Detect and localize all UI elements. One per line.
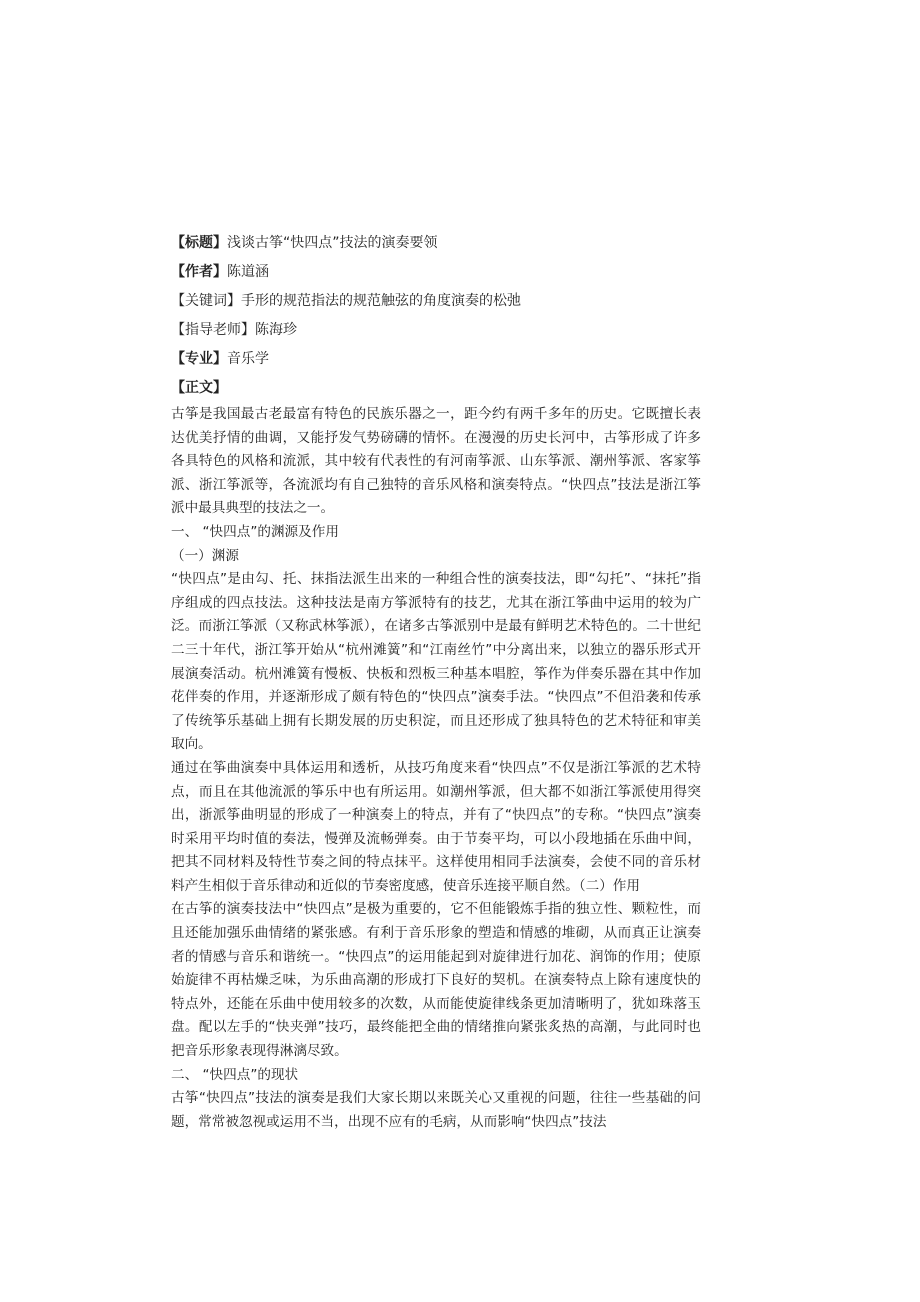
author-label: 【作者】 xyxy=(171,264,227,280)
advisor-value: 陈海珍 xyxy=(255,322,297,338)
body-heading-line xyxy=(171,374,701,403)
advisor-line xyxy=(171,316,701,345)
advisor-label: 【指导老师】 xyxy=(171,322,255,338)
document-page xyxy=(171,229,701,1134)
major-line xyxy=(171,345,701,374)
keywords-value: 手形的规范指法的规范触弦的角度演奏的松弛 xyxy=(241,293,521,309)
paragraph-function: 在古筝的演奏技法中“快四点”是极为重要的，它不但能锻炼手指的独立性、颗粒性，而且还能加强乐曲情绪的紧张感。有利于音乐形象的塑造和情感的堆砌，从而真正让演奏者的情感与音乐和谐统一。“快四点”的运用能起到对旋律进行加花、润饰的作用；使原始旋律不再枯燥乏味，为乐曲高潮的形成打下良好的契机。在演奏特点上除有速度快的特点外，还能在乐曲中使用较多的次数，从而能使旋律线条更加清晰明了，犹如珠落玉盘。配以左手的“快夹弹”技巧，最终能把全曲的情绪推向紧张炙热的高潮，与此同时也把音乐形象表现得淋漓尽致。 xyxy=(171,901,701,1060)
keywords-label: 【关键词】 xyxy=(171,293,241,309)
title-line xyxy=(171,229,701,258)
keywords-line xyxy=(171,287,701,316)
subsection-heading-origin: （一）渊源 xyxy=(171,547,239,564)
author-value: 陈道涵 xyxy=(227,264,269,280)
paragraph-analysis: 通过在筝曲演奏中具体运用和透析，从技巧角度来看“快四点”不仅是浙江筝派的艺术特点，而且在其他流派的筝乐中也有所运用。如潮州筝派，但大都不如浙江筝派使用得突出，浙派筝曲明显的形成了一种演奏上的特点，并有了“快四点”的专称。“快四点”演奏时采用平均时值的奏法，慢弹及流畅弹奏。由于节奏平均，可以小段地插在乐曲中间，把其不同材料及特性节奏之间的特点抹平。这样使用相同手法演奏，会使不同的音乐材料产生相似于音乐律动和近似的节奏密度感，使音乐连接平顺自然。（二）作用 xyxy=(171,759,701,894)
major-value: 音乐学 xyxy=(227,351,269,367)
author-line xyxy=(171,258,701,287)
body-label: 【正文】 xyxy=(171,380,227,396)
title-value: 浅谈古筝“快四点”技法的演奏要领 xyxy=(227,235,438,251)
title-label: 【标题】 xyxy=(171,235,227,251)
section-heading-1: 一、 “快四点”的渊源及作用 xyxy=(171,523,339,540)
section-heading-2: 二、 “快四点”的现状 xyxy=(171,1066,299,1083)
major-label: 【专业】 xyxy=(171,351,227,367)
paragraph-intro: 古筝是我国最古老最富有特色的民族乐器之一，距今约有两千多年的历史。它既擅长表达优美抒情的曲调，又能抒发气势磅礴的情怀。在漫漫的历史长河中，古筝形成了许多各具特色的风格和流派，其中较有代表性的有河南筝派、山东筝派、潮州筝派、客家筝派、浙江筝派等，各流派均有自己独特的音乐风格和演奏特点。“快四点”技法是浙江筝派中最具典型的技法之一。 xyxy=(171,406,701,517)
paragraph-origin: “快四点”是由勾、托、抹指法派生出来的一种组合性的演奏技法，即“勾托”、“抹托”指序组成的四点技法。这种技法是南方筝派特有的技艺，尤其在浙江筝曲中运用的较为广泛。而浙江筝派（又称武林筝派），在诸多古筝派别中是最有鲜明艺术特色的。二十世纪二三十年代，浙江筝开始从“杭州滩簧”和“江南丝竹”中分离出来，以独立的器乐形式开展演奏活动。杭州滩簧有慢板、快板和烈板三种基本唱腔，筝作为伴奏乐器在其中作加花伴奏的作用，并逐渐形成了颇有特色的“快四点”演奏手法。“快四点”不但沿袭和传承了传统筝乐基础上拥有长期发展的历史积淀，而且还形成了独具特色的艺术特征和审美取向。 xyxy=(171,571,701,753)
paragraph-status: 古筝“快四点”技法的演奏是我们大家长期以来既关心又重视的问题，往往一些基础的问题，常常被忽视或运用不当，出现不应有的毛病，从而影响“快四点”技法 xyxy=(171,1090,701,1130)
